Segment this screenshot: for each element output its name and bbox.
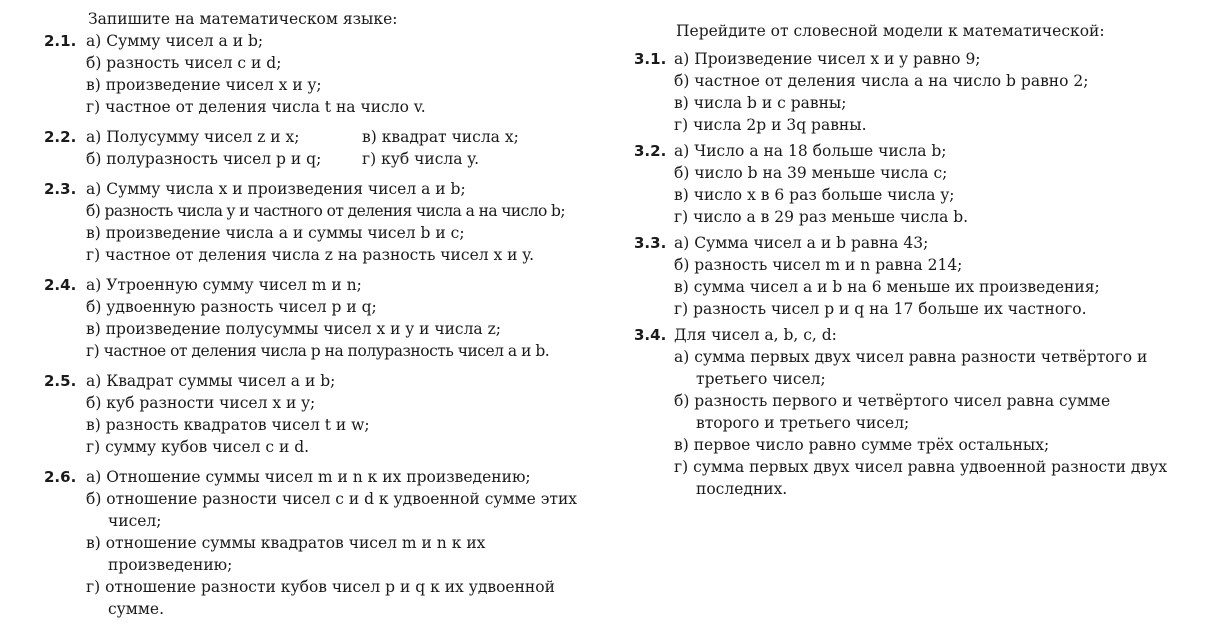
item-g: г) числа 2p и 3q равны. xyxy=(674,116,867,134)
item-v: в) первое число равно сумме трёх остальных; xyxy=(674,436,1050,454)
right-column xyxy=(634,20,1194,500)
problem-intro: Для чисел a, b, c, d: xyxy=(674,326,837,344)
item-b: б) удвоенную разность чисел p и q; xyxy=(86,298,377,316)
item-b: б) разность чисел m и n равна 214; xyxy=(674,256,963,274)
item-g: г) отношение разности кубов чисел p и q к их удвоенной сумме. xyxy=(86,578,555,618)
item-v: в) разность квадратов чисел t и w; xyxy=(86,416,370,434)
problem-3-3 xyxy=(634,232,1194,320)
problem-3-1 xyxy=(634,48,1194,136)
item-a: а) Сумму числа x и произведения чисел a и b; xyxy=(86,180,466,198)
item-v: в) произведение чисел x и y; xyxy=(86,76,322,94)
problem-number: 2.5. xyxy=(44,372,77,390)
item-a: а) Утроенную сумму чисел m и n; xyxy=(86,276,362,294)
item-v: в) квадрат числа x; xyxy=(362,128,519,146)
item-a: а) сумма первых двух чисел равна разности четвёртого и третьего чисел; xyxy=(674,348,1148,388)
item-b: б) разность первого и четвёртого чисел равна сумме второго и третьего чисел; xyxy=(674,392,1111,432)
item-a: а) Число a на 18 больше числа b; xyxy=(674,142,947,160)
item-b: б) разность числа y и частного от деления числа a на число b; xyxy=(86,202,565,220)
problem-2-2 xyxy=(44,126,614,170)
item-g: г) число a в 29 раз меньше числа b. xyxy=(674,208,969,226)
item-a: а) Отношение суммы чисел m и n к их произведению; xyxy=(86,468,531,486)
problem-2-3 xyxy=(44,178,614,266)
problem-number: 3.2. xyxy=(634,142,667,160)
item-g: г) разность чисел p и q на 17 больше их частного. xyxy=(674,300,1087,318)
problem-2-5 xyxy=(44,370,614,458)
item-b: б) частное от деления числа a на число b равно 2; xyxy=(674,72,1089,90)
item-a: а) Сумма чисел a и b равна 43; xyxy=(674,234,929,252)
item-v: в) произведение полусуммы чисел x и y и числа z; xyxy=(86,320,501,338)
problem-number: 2.4. xyxy=(44,276,77,294)
problem-number: 2.2. xyxy=(44,128,77,146)
problem-3-4 xyxy=(634,324,1194,500)
item-b: б) число b на 39 меньше числа c; xyxy=(674,164,948,182)
item-b: б) отношение разности чисел c и d к удвоенной сумме этих чисел; xyxy=(86,490,578,530)
item-a: а) Квадрат суммы чисел a и b; xyxy=(86,372,336,390)
right-heading: Перейдите от словесной модели к математической: xyxy=(676,22,1105,40)
item-b: б) разность чисел c и d; xyxy=(86,54,282,72)
problem-number: 3.3. xyxy=(634,234,667,252)
left-heading: Запишите на математическом языке: xyxy=(88,10,398,28)
item-a: а) Полусумму чисел z и x; xyxy=(86,128,300,146)
item-g: г) частное от деления числа p на полуразность чисел a и b. xyxy=(86,342,550,360)
problem-number: 2.3. xyxy=(44,180,77,198)
item-v: в) число x в 6 раз больше числа y; xyxy=(674,186,955,204)
item-v: в) числа b и c равны; xyxy=(674,94,847,112)
problem-2-4 xyxy=(44,274,614,362)
problem-number: 2.1. xyxy=(44,32,77,50)
item-g: г) частное от деления числа z на разность чисел x и y. xyxy=(86,246,535,264)
item-g: г) куб числа y. xyxy=(362,150,480,168)
item-v: в) сумма чисел a и b на 6 меньше их произведения; xyxy=(674,278,1100,296)
item-a: а) Сумму чисел a и b; xyxy=(86,32,264,50)
problem-number: 2.6. xyxy=(44,468,77,486)
problem-2-1 xyxy=(44,30,614,118)
item-g: г) сумма первых двух чисел равна удвоенной разности двух последних. xyxy=(674,458,1168,498)
item-g: г) сумму кубов чисел c и d. xyxy=(86,438,310,456)
problem-number: 3.4. xyxy=(634,326,667,344)
left-column xyxy=(44,8,614,620)
item-v: в) отношение суммы квадратов чисел m и n к их произведению; xyxy=(86,534,486,574)
item-v: в) произведение числа a и суммы чисел b и c; xyxy=(86,224,465,242)
problem-number: 3.1. xyxy=(634,50,667,68)
item-b: б) полуразность чисел p и q; xyxy=(86,150,322,168)
problem-2-6 xyxy=(44,466,606,620)
item-b: б) куб разности чисел x и y; xyxy=(86,394,316,412)
item-a: а) Произведение чисел x и y равно 9; xyxy=(674,50,981,68)
item-g: г) частное от деления числа t на число v. xyxy=(86,98,426,116)
problem-3-2 xyxy=(634,140,1194,228)
